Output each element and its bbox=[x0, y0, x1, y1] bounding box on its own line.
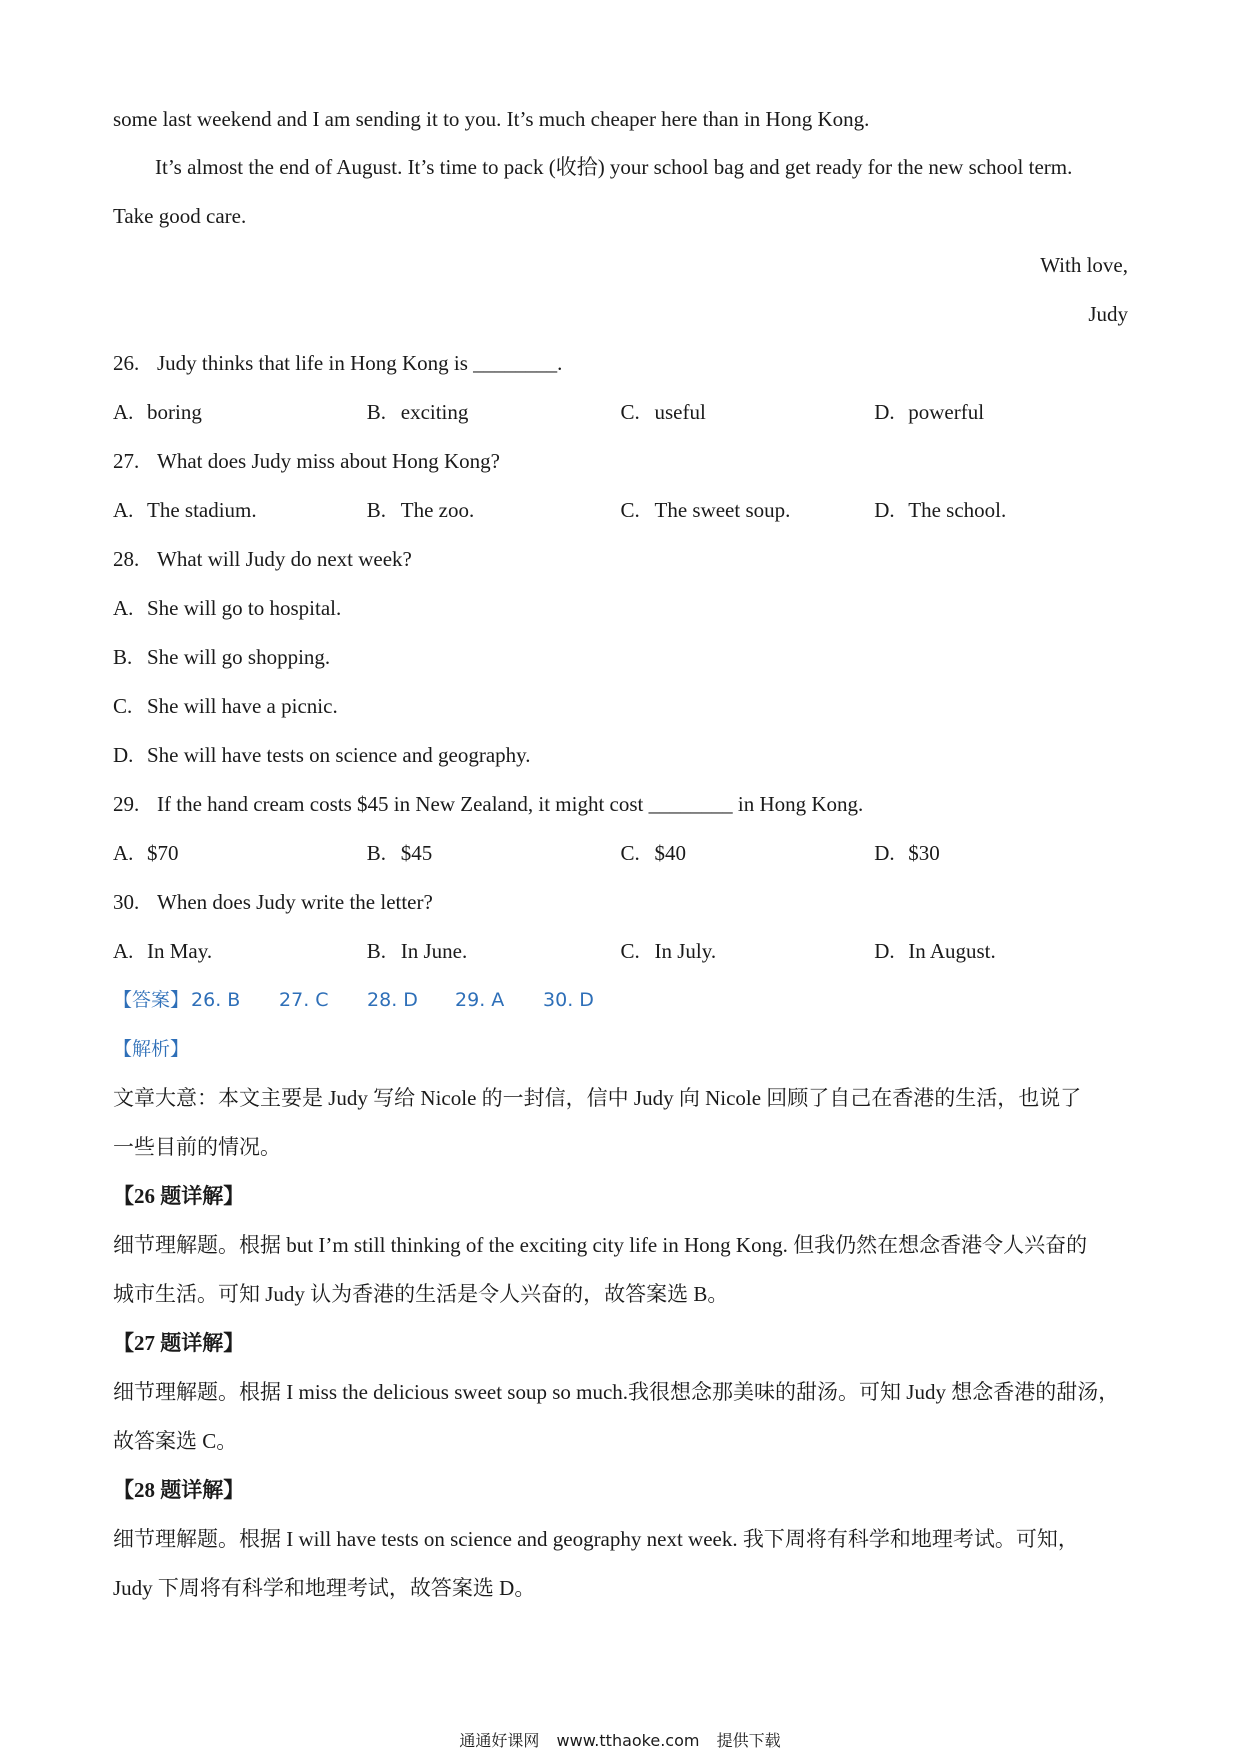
q26-explanation-line-2: 城市生活。可知 Judy 认为香港的生活是令人兴奋的，故答案选 B。 bbox=[113, 1282, 729, 1306]
option-b[interactable]: B. She will go shopping. bbox=[113, 645, 331, 669]
question-number: 26. bbox=[113, 351, 140, 375]
option-d[interactable]: D. In August. bbox=[874, 939, 996, 963]
question-26 bbox=[113, 349, 1128, 377]
footer-note: 提供下载 bbox=[716, 1731, 781, 1750]
answer-item: 27. C bbox=[279, 989, 329, 1011]
q28-explanation-heading: 【28 题详解】 bbox=[113, 1478, 245, 1502]
answer-item: 26. B bbox=[191, 989, 241, 1011]
letter-signature: Judy bbox=[1088, 302, 1128, 326]
q27-explanation-heading: 【27 题详解】 bbox=[113, 1331, 245, 1355]
q28-explanation-line-2: Judy 下周将有科学和地理考试，故答案选 D。 bbox=[113, 1576, 536, 1600]
q27-explanation-line-2: 故答案选 C。 bbox=[113, 1429, 238, 1453]
option-c[interactable]: C. She will have a picnic. bbox=[113, 694, 338, 718]
option-b[interactable]: B. $45 bbox=[366, 841, 433, 865]
q28-explanation-line-1: 细节理解题。根据 I will have tests on science and geography next week. 我下周将有科学和地理考试。可知， bbox=[113, 1527, 1079, 1551]
footer-url[interactable]: www.tthaoke.com bbox=[556, 1731, 700, 1750]
option-c[interactable]: C. useful bbox=[620, 400, 706, 424]
question-text: Judy thinks that life in Hong Kong is ________. bbox=[157, 351, 563, 375]
letter-closing: With love, bbox=[1040, 253, 1128, 277]
question-27 bbox=[113, 447, 1128, 475]
option-c[interactable]: C. In July. bbox=[620, 939, 717, 963]
question-number: 30. bbox=[113, 890, 140, 914]
option-b[interactable]: B. The zoo. bbox=[366, 498, 475, 522]
question-text: If the hand cream costs $45 in New Zealand, it might cost ________ in Hong Kong. bbox=[157, 792, 864, 816]
question-number: 27. bbox=[113, 449, 140, 473]
question-28 bbox=[113, 545, 1128, 573]
option-a[interactable]: A. $70 bbox=[113, 841, 179, 865]
option-c[interactable]: C. $40 bbox=[620, 841, 686, 865]
option-b[interactable]: B. In June. bbox=[366, 939, 468, 963]
option-c[interactable]: C. The sweet soup. bbox=[620, 498, 791, 522]
footer-site-name: 通通好课网 bbox=[459, 1731, 540, 1750]
q27-explanation-line-1: 细节理解题。根据 I miss the delicious sweet soup so much.我很想念那美味的甜汤。可知 Judy 想念香港的甜汤， bbox=[113, 1380, 1120, 1404]
question-30 bbox=[113, 888, 1128, 916]
answer-item: 28. D bbox=[367, 989, 418, 1011]
option-a[interactable]: A. boring bbox=[113, 400, 202, 424]
option-a[interactable]: A. She will go to hospital. bbox=[113, 596, 342, 620]
answer-key bbox=[113, 986, 1128, 1014]
question-29 bbox=[113, 790, 1128, 818]
question-text: What does Judy miss about Hong Kong? bbox=[157, 449, 500, 473]
answer-label: 【答案】 bbox=[113, 989, 190, 1011]
letter-line-1: some last weekend and I am sending it to you. It’s much cheaper here than in Hong Kong. bbox=[113, 107, 870, 131]
question-number: 29. bbox=[113, 792, 140, 816]
answer-item: 29. A bbox=[455, 989, 505, 1011]
q26-explanation-line-1: 细节理解题。根据 but I’m still thinking of the exciting city life in Hong Kong. 但我仍然在想念香港令人兴奋的 bbox=[113, 1233, 1088, 1257]
answer-item: 30. D bbox=[543, 989, 594, 1011]
option-d[interactable]: D. powerful bbox=[874, 400, 985, 424]
option-d[interactable]: D. She will have tests on science and geography. bbox=[113, 743, 531, 767]
summary-line-2: 一些目前的情况。 bbox=[113, 1135, 281, 1159]
question-26-options bbox=[113, 398, 1128, 426]
letter-line-3: Take good care. bbox=[113, 204, 247, 228]
question-number: 28. bbox=[113, 547, 140, 571]
question-30-options bbox=[113, 937, 1128, 965]
question-text: What will Judy do next week? bbox=[157, 547, 412, 571]
question-text: When does Judy write the letter? bbox=[157, 890, 433, 914]
option-b[interactable]: B. exciting bbox=[366, 400, 469, 424]
q26-explanation-heading: 【26 题详解】 bbox=[113, 1184, 245, 1208]
analysis-label: 【解析】 bbox=[113, 1038, 190, 1060]
question-27-options bbox=[113, 496, 1128, 524]
question-29-options bbox=[113, 839, 1128, 867]
summary-line-1: 文章大意：本文主要是 Judy 写给 Nicole 的一封信，信中 Judy 向 Nicole 回顾了自己在香港的生活，也说了 bbox=[113, 1086, 1082, 1110]
option-d[interactable]: D. $30 bbox=[874, 841, 940, 865]
option-a[interactable]: A. In May. bbox=[113, 939, 213, 963]
letter-paragraph: It’s almost the end of August. It’s time to pack (收拾) your school bag and get ready for the new school term. bbox=[155, 155, 1073, 179]
option-a[interactable]: A. The stadium. bbox=[113, 498, 257, 522]
option-d[interactable]: D. The school. bbox=[874, 498, 1007, 522]
page-footer bbox=[0, 1730, 1240, 1752]
